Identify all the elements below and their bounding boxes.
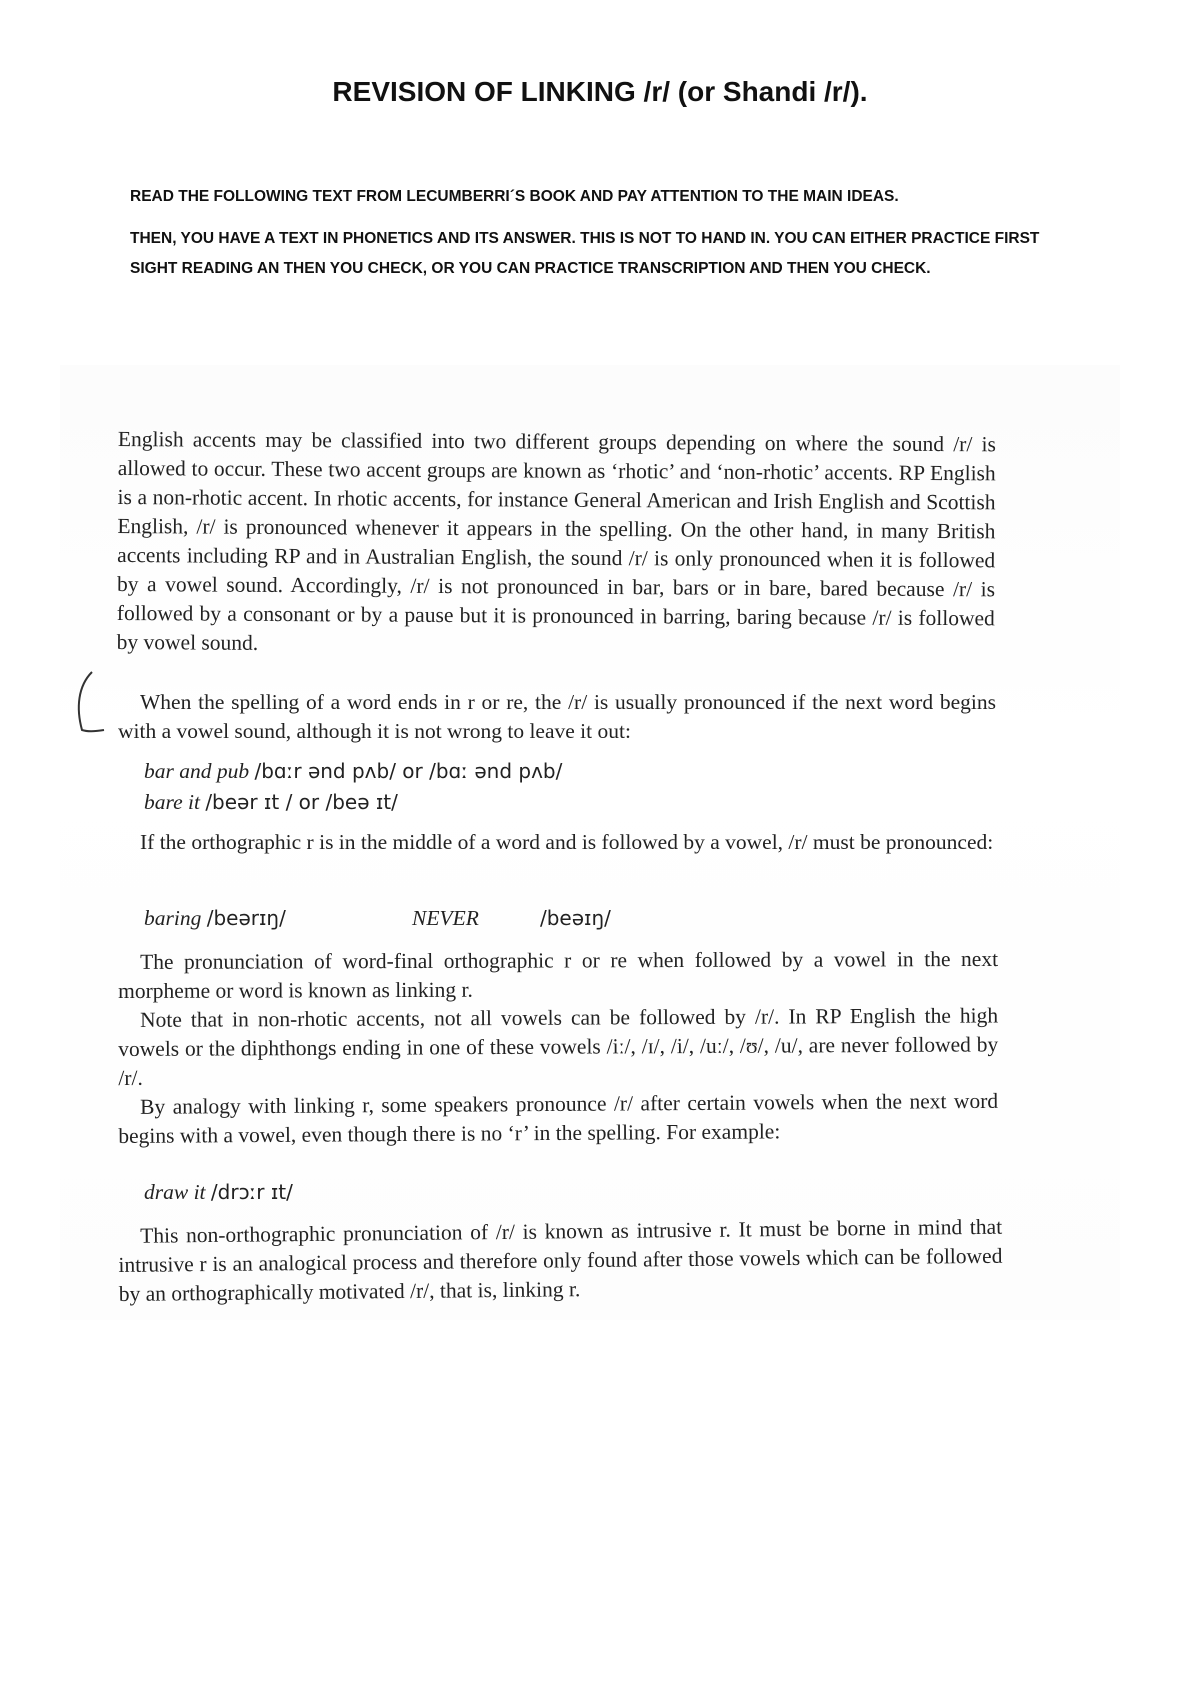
- example-bar-and-pub: [144, 759, 562, 784]
- paragraph-linking-r-definition: The pronunciation of word-final orthographic r or re when followed by a vowel in the next morpheme or word is known as linking r.: [118, 946, 999, 1003]
- example-word: baring: [144, 906, 202, 930]
- example-transcription: /beər ɪt / or /beə ɪt/: [205, 790, 398, 814]
- example-word: bar and pub: [144, 759, 250, 783]
- instruction-practice: THEN, YOU HAVE A TEXT IN PHONETICS AND ITS ANSWER. THIS IS NOT TO HAND IN. YOU CAN EITHER PRACTICE FIRST SIGHT READING AN THEN YOU CHECK, OR YOU CAN PRACTICE TRANSCRIPTION AND THEN YOU CHECK.: [130, 230, 1040, 277]
- paragraph-word-medial-r: If the orthographic r is in the middle of a word and is followed by a vowel, /r/ must be pronounced:: [140, 830, 994, 854]
- incorrect-transcription: /beəɪŋ/: [540, 906, 611, 930]
- page-title: REVISION OF LINKING /r/ (or Shandi /r/).: [332, 76, 868, 107]
- example-bare-it: [144, 790, 398, 815]
- paragraph-intrusive-r: This non-orthographic pronunciation of /r/ is known as intrusive r. It must be borne in mind that intrusive r is an analogical process and therefore only found after those vowels which can be followed by an orthographically motivated /r/, that is, linking r.: [118, 1214, 1003, 1306]
- paragraph-word-final-r: When the spelling of a word ends in r or re, the /r/ is usually pronounced if the next word begins with a vowel sound, although it is not wrong to leave it out:: [118, 690, 996, 743]
- instruction-read: READ THE FOLLOWING TEXT FROM LECUMBERRI´S BOOK AND PAY ATTENTION TO THE MAIN IDEAS.: [130, 188, 899, 205]
- example-word: draw it: [144, 1180, 206, 1204]
- paragraph-rhotic-accents: English accents may be classified into two different groups depending on where the sound /r/ is allowed to occur. These two accent groups are known as ‘rhotic’ and ‘non-rhotic’ accents. RP English is a non-rhotic accent. In rhotic accents, for instance General American and Irish English and Scottish English, /r/ is pronounced whenever it appears in the spelling. On the other hand, in many British accents including RP and in Australian English, the sound /r/ is only pronounced when it is followed by a vowel sound. Accordingly, /r/ is not pronounced in bar, bars or in bare, bared because /r/ is followed by a consonant or by a pause but it is pronounced in barring, baring because /r/ is followed by vowel sound.: [116, 426, 996, 655]
- example-transcription: /beərɪŋ/: [206, 906, 286, 930]
- never-label: NEVER: [412, 906, 479, 930]
- example-baring: [144, 906, 611, 931]
- paragraph-analogy: By analogy with linking r, some speakers pronounce /r/ after certain vowels when the next word begins with a vowel, even though there is no ‘r’ in the spelling. For example:: [118, 1088, 999, 1148]
- example-word: bare it: [144, 790, 200, 814]
- handwritten-bracket-mark: [72, 668, 106, 734]
- example-transcription: /bɑːr ənd pʌb/ or /bɑː ənd pʌb/: [254, 759, 563, 783]
- paragraph-high-vowels: Note that in non-rhotic accents, not all vowels can be followed by /r/. In RP English the high vowels or the diphthongs ending in one of these vowels /iː/, /ɪ/, /i/, /uː/, /ʊ/, /u/, are never followed by /r/.: [118, 1003, 999, 1090]
- example-transcription: /drɔːr ɪt/: [210, 1180, 293, 1204]
- example-draw-it: [144, 1180, 293, 1205]
